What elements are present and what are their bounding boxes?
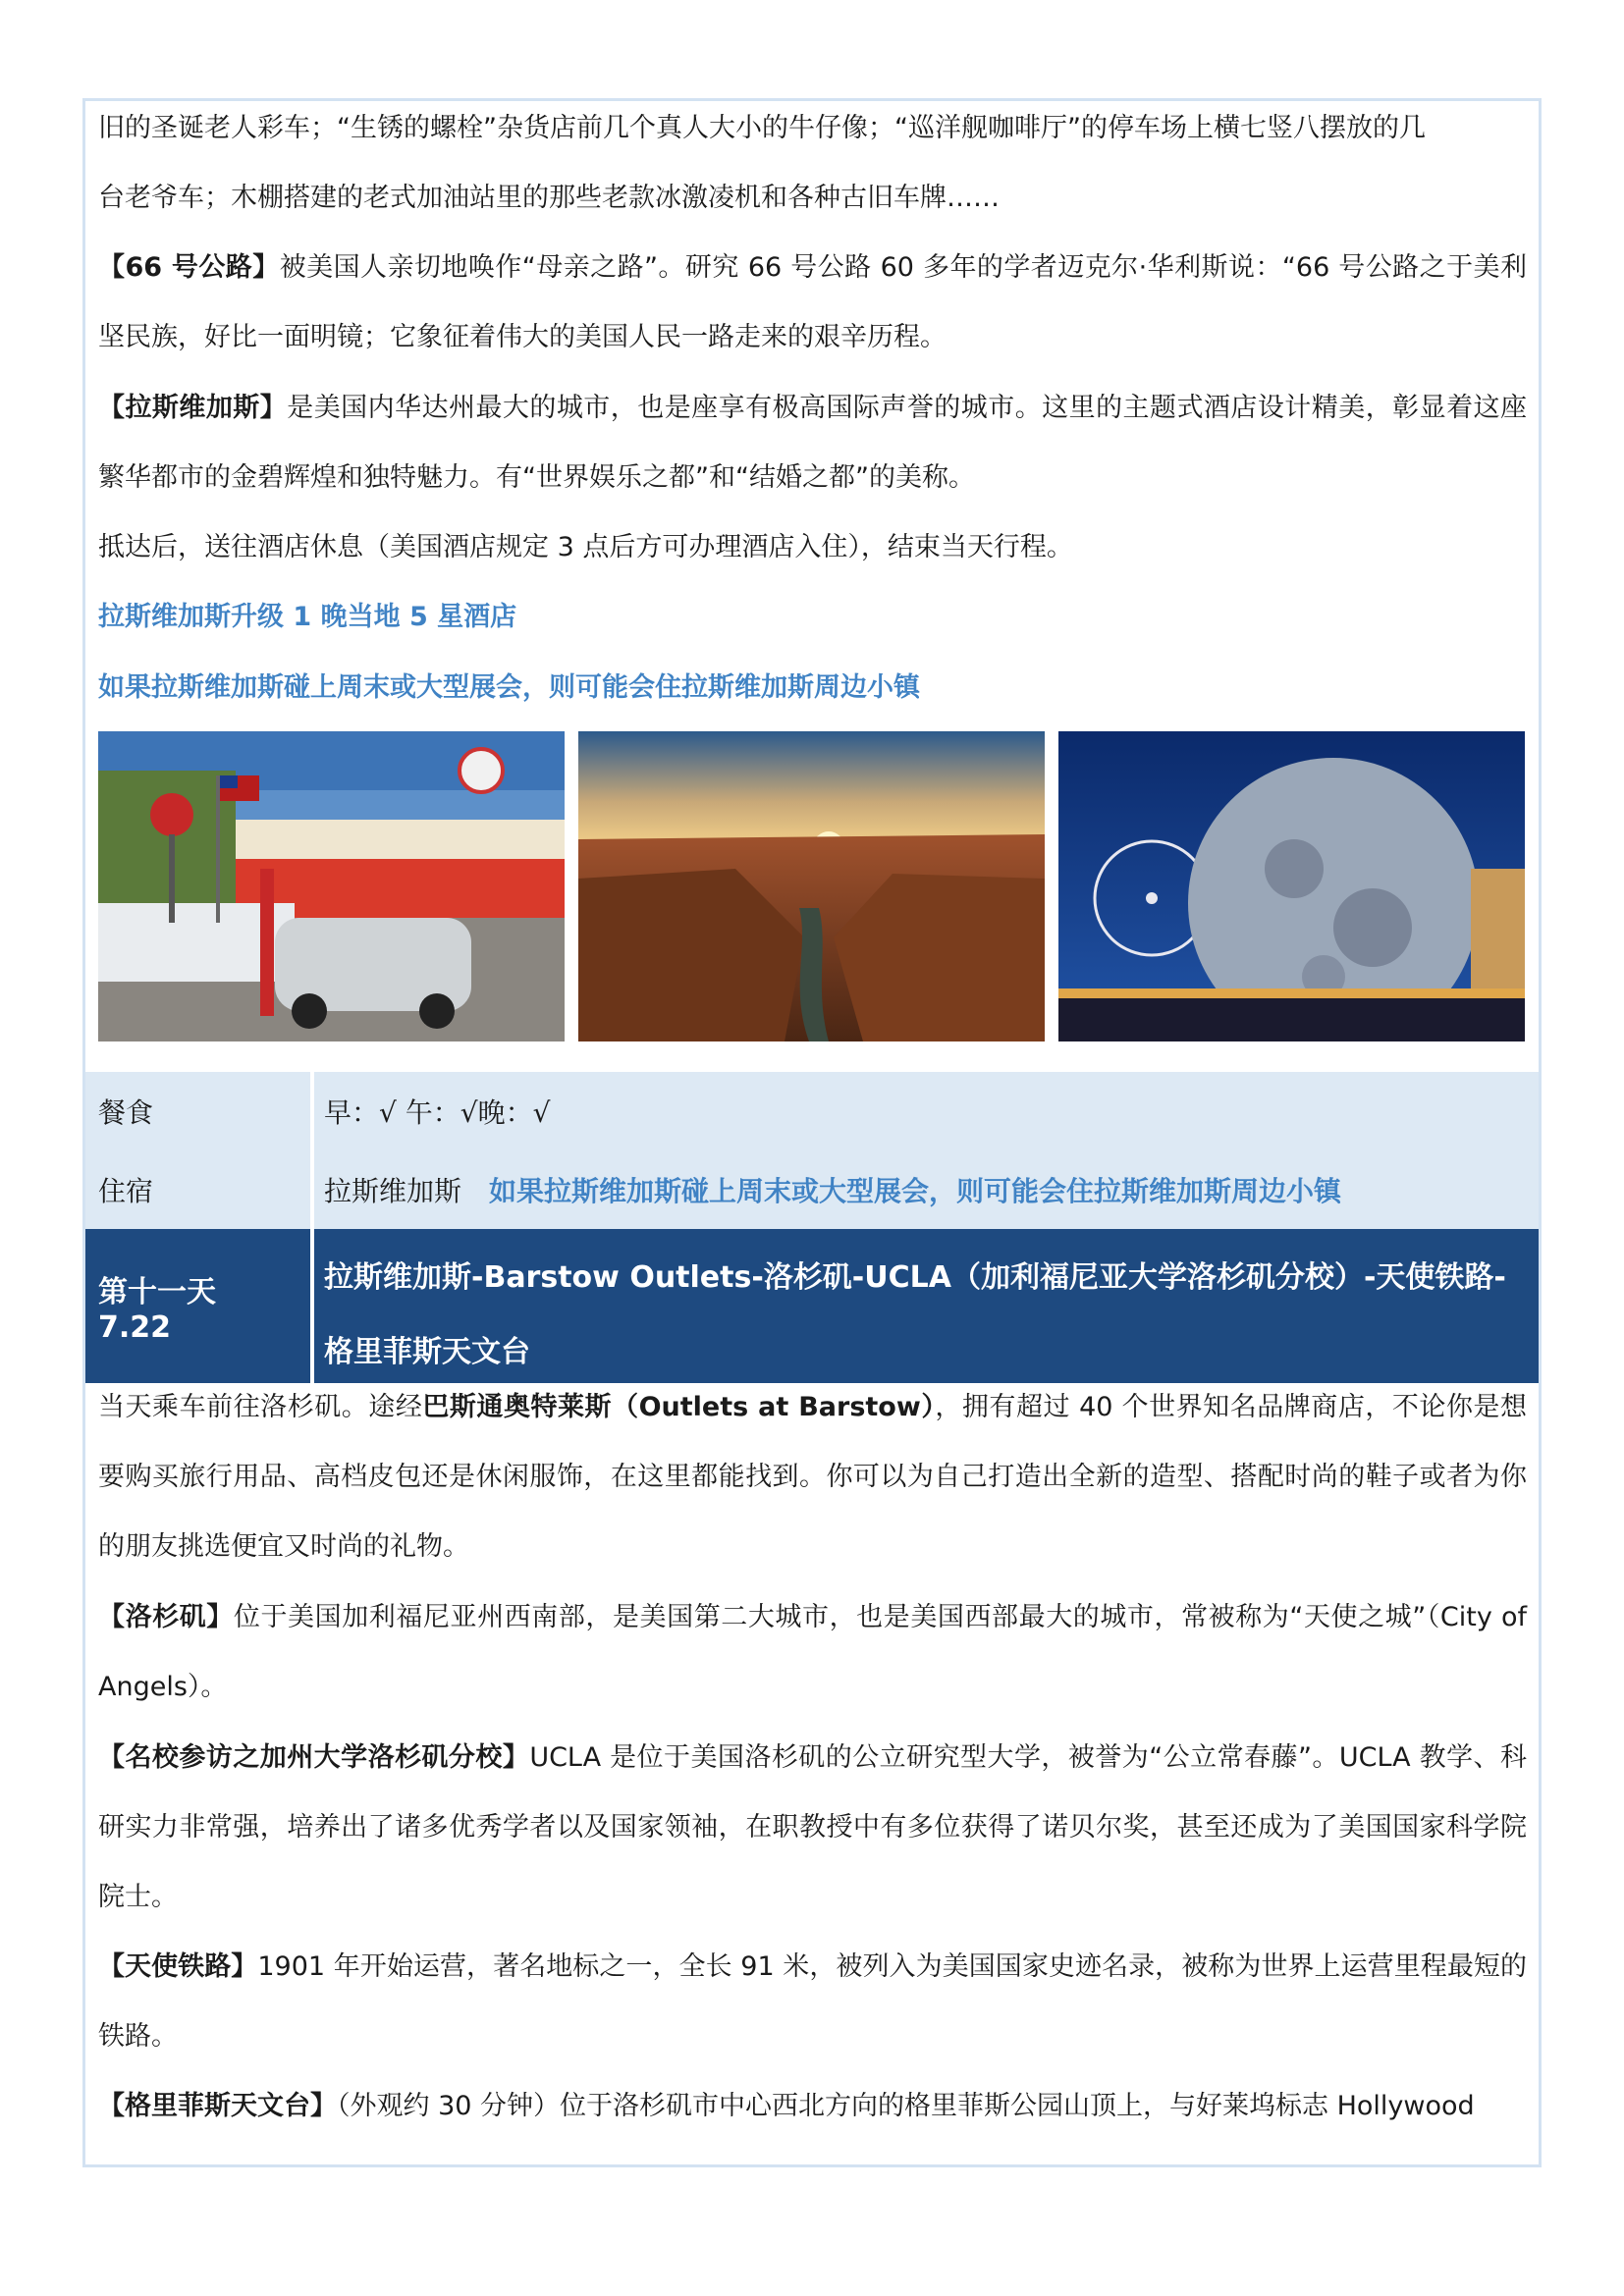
day-11-label: 第十一天 7.22 [98,1275,216,1345]
route-66-diner-photo [98,731,565,1041]
la-title: 【洛杉矶】 [98,1602,234,1632]
angels-flight-paragraph [98,1932,1527,2071]
angels-flight-text: 1901 年开始运营，著名地标之一，全长 91 米，被列入为美国国家史迹名录，被称为世界上运营里程最短的铁路。 [98,1951,1527,2052]
lodging-city: 拉斯维加斯 [324,1175,462,1207]
ucla-title: 【名校参访之加州大学洛杉矶分校】 [98,1742,530,1773]
las-vegas-sphere-photo [1058,731,1525,1041]
hotel-upgrade-note: 拉斯维加斯升级 1 晚当地 5 星酒店 [98,602,517,632]
meals-value: 早：√ 午：√晚：√ [324,1096,551,1129]
angels-flight-title: 【天使铁路】 [98,1951,258,1982]
day-11-title: 拉斯维加斯-Barstow Outlets-洛杉矶-UCLA（加利福尼亚大学洛杉矶分校）-天使铁路-格里菲斯天文台 [324,1260,1506,1369]
day-11-header [85,1229,1539,1383]
table-divider [310,1072,314,1229]
photo-strip [98,731,1527,1043]
grand-canyon-sunset-photo [578,731,1045,1041]
route66-paragraph [98,233,1527,372]
intro-paragraph: 旧的圣诞老人彩车；“生锈的螺栓”杂货店前几个真人大小的牛仔像；“巡洋舰咖啡厅”的停车场上横七竖八摆放的几 台老爷车；木棚搭建的老式加油站里的那些老款冰激凌机和各种古旧车牌…… [98,113,1426,213]
lasvegas-title: 【拉斯维加斯】 [98,393,288,423]
griffith-paragraph [98,2071,1527,2141]
day-header-divider [310,1229,314,1383]
meals-row [85,1072,1539,1150]
lodging-label: 住宿 [98,1175,154,1207]
weekend-hotel-note: 如果拉斯维加斯碰上周末或大型展会，则可能会住拉斯维加斯周边小镇 [98,672,920,703]
lasvegas-paragraph [98,373,1527,512]
arrival-text: 抵达后，送往酒店休息（美国酒店规定 3 点后方可办理酒店入住），结束当天行程。 [98,532,1073,562]
lasvegas-text: 是美国内华达州最大的城市，也是座享有极高国际声誉的城市。这里的主题式酒店设计精美，彰显着这座繁华都市的金碧辉煌和独特魅力。有“世界娱乐之都”和“结婚之都”的美称。 [98,393,1528,493]
lodging-value [324,1150,1539,1229]
route66-title: 【66 号公路】 [98,252,280,283]
barstow-outlets-name: 巴斯通奥特莱斯（Outlets at Barstow） [422,1392,936,1422]
route66-text: 被美国人亲切地唤作“母亲之路”。研究 66 号公路 60 多年的学者迈克尔·华利斯说：“66 号公路之于美利坚民族，好比一面明镜；它象征着伟大的美国人民一路走来的艰辛历程。 [98,252,1527,352]
meals-label: 餐食 [98,1096,154,1129]
la-paragraph [98,1582,1527,1722]
ucla-paragraph [98,1723,1527,1932]
lodging-note: 如果拉斯维加斯碰上周末或大型展会，则可能会住拉斯维加斯周边小镇 [489,1175,1342,1207]
lodging-row [85,1150,1539,1229]
la-text: 位于美国加利福尼亚州西南部，是美国第二大城市，也是美国西部最大的城市，常被称为“天使之城”（City of Angels）。 [98,1602,1528,1702]
barstow-paragraph: 当天乘车前往洛杉矶。途经巴斯通奥特莱斯（Outlets at Barstow），拥有超过 40 个世界知名品牌商店，不论你是想要购买旅行用品、高档皮包还是休闲服饰，在这里都能找到。你可以为自己打造出全新的造型、搭配时尚的鞋子或者为你的朋友挑选便宜又时尚的礼物。 [98,1392,1527,1562]
ucla-text: UCLA 是位于美国洛杉矶的公立研究型大学，被誉为“公立常春藤”。UCLA 教学、科研实力非常强，培养出了诸多优秀学者以及国家领袖，在职教授中有多位获得了诺贝尔奖，甚至还成为了美国国家科学院院士。 [98,1742,1528,1912]
griffith-text: （外观约 30 分钟）位于洛杉矶市中心西北方向的格里菲斯公园山顶上，与好莱坞标志 Hollywood [337,2091,1475,2121]
griffith-title: 【格里菲斯天文台】 [98,2091,337,2121]
